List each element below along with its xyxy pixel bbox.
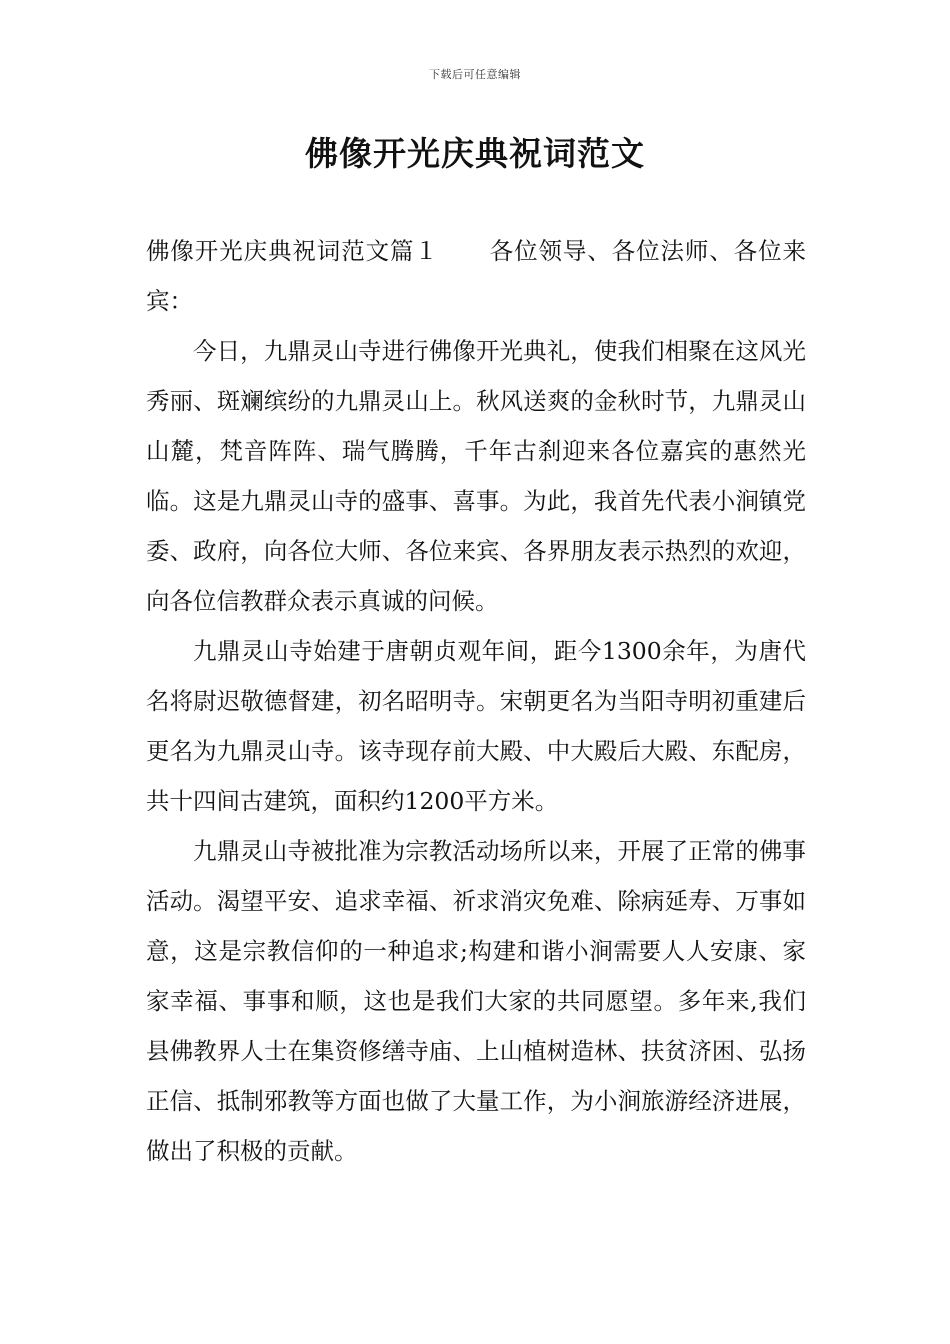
salutation: 各位领导、各位法师、各位来宾： — [146, 237, 807, 315]
intro-paragraph — [146, 226, 806, 326]
document-body — [146, 226, 806, 1176]
intro-label: 佛像开光庆典祝词范文篇１ — [146, 237, 439, 265]
paragraph-opening: 今日，九鼎灵山寺进行佛像开光典礼，使我们相聚在这风光秀丽、斑斓缤纷的九鼎灵山上。秋风送爽的金秋时节，九鼎灵山山麓，梵音阵阵、瑞气腾腾，千年古刹迎来各位嘉宾的惠然光临。这是九鼎灵山寺的盛事、喜事。为此，我首先代表小涧镇党委、政府，向各位大师、各位来宾、各界朋友表示热烈的欢迎，向各位信教群众表示真诚的问候。 — [146, 337, 806, 615]
header-note: 下载后可任意编辑 — [429, 68, 521, 81]
document-title: 佛像开光庆典祝词范文 — [305, 134, 645, 173]
paragraph-history: 九鼎灵山寺始建于唐朝贞观年间，距今1300余年，为唐代名将尉迟敬德督建，初名昭明寺。宋朝更名为当阳寺明初重建后更名为九鼎灵山寺。该寺现存前大殿、中大殿后大殿、东配房，共十四间古建筑，面积约1200平方米。 — [146, 637, 806, 815]
paragraph-activities: 九鼎灵山寺被批准为宗教活动场所以来，开展了正常的佛事活动。渴望平安、追求幸福、祈求消灾免难、除病延寿、万事如意，这是宗教信仰的一种追求;构建和谐小涧需要人人安康、家家幸福、事事和顺，这也是我们大家的共同愿望。多年来,我们县佛教界人士在集资修缮寺庙、上山植树造林、扶贫济困、弘扬正信、抵制邪教等方面也做了大量工作，为小涧旅游经济进展，做出了积极的贡献。 — [146, 837, 806, 1165]
